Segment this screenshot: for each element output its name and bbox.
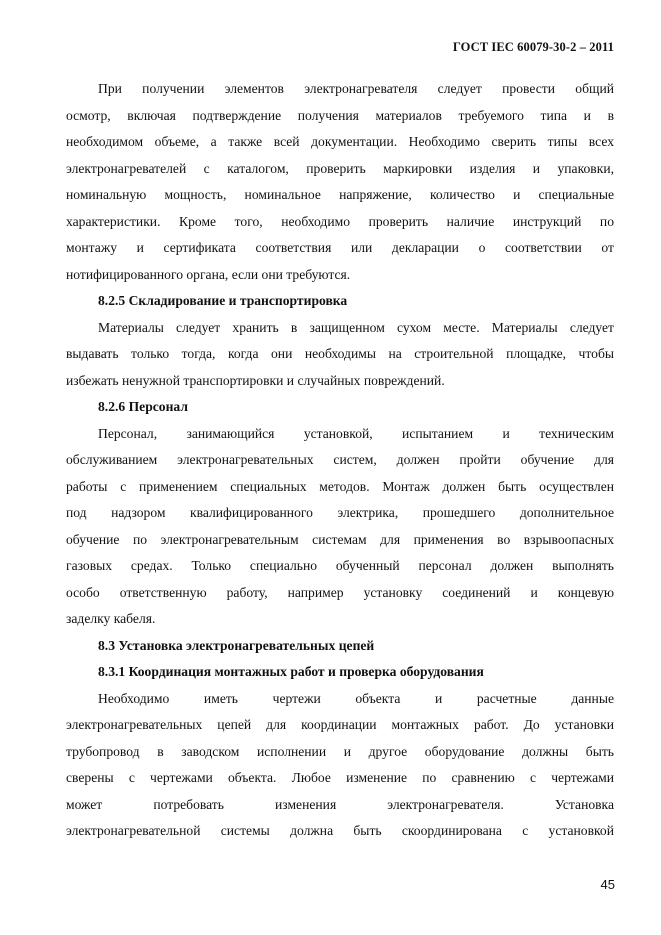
- text-line: трубопровод в заводском исполнении и другое оборудование должны быть: [66, 743, 614, 759]
- text-line: осмотр, включая подтверждение получения материалов требуемого типа и в: [66, 107, 614, 123]
- text-line: номинальную мощность, номинальное напряжение, количество и специальные: [66, 187, 614, 202]
- text-line: сверены с чертежами объекта. Любое изменение по сравнению с чертежами: [66, 770, 614, 785]
- text-line: обучение по электронагревательным системам для применения во взрывоопасных: [66, 531, 614, 547]
- section-heading: 8.2.5 Складирование и транспортировка: [98, 293, 348, 308]
- text-line: обслуживанием электронагревательных систем, должен пройти обучение для: [66, 452, 614, 467]
- text-line: выдавать только тогда, когда они необходимы на строительной площадке, чтобы: [66, 346, 614, 361]
- text-line: Материалы следует хранить в защищенном сухом месте. Материалы следует: [98, 319, 614, 335]
- text-line: избежать ненужной транспортировки и случайных повреждений.: [66, 372, 445, 388]
- text-line: монтажу и сертификата соответствия или декларации о соответствии от: [66, 240, 614, 255]
- text-line: под надзором квалифицированного электрика, прошедшего дополнительное: [66, 505, 614, 520]
- text-line: работы с применением специальных методов. Монтаж должен быть осуществлен: [66, 478, 614, 494]
- section-heading: 8.2.6 Персонал: [98, 399, 188, 414]
- text-line: При получении элементов электронагревателя следует провести общий: [98, 81, 614, 96]
- page-number: 45: [600, 877, 615, 892]
- text-line: газовых средах. Только специально обученный персонал должен выполнять: [66, 558, 614, 573]
- body-text: [66, 76, 614, 845]
- text-line: заделку кабеля.: [66, 611, 156, 626]
- standard-header: ГОСТ IEC 60079-30-2 – 2011: [452, 40, 614, 54]
- text-line: электронагревательных цепей для координации монтажных работ. До установки: [66, 717, 614, 732]
- text-line: Необходимо иметь чертежи объекта и расчетные данные: [98, 690, 614, 706]
- text-line: необходимом объеме, а также всей документации. Необходимо сверить типы всех: [66, 134, 614, 149]
- section-heading: 8.3.1 Координация монтажных работ и проверка оборудования: [98, 664, 484, 679]
- text-line: электронагревательной системы должна быть скоординирована с установкой: [66, 823, 614, 838]
- text-line: нотифицированного органа, если они требуются.: [66, 266, 351, 282]
- section-heading: 8.3 Установка электронагревательных цепей: [98, 637, 375, 653]
- text-line: особо ответственную работу, например установку соединений и концевую: [66, 584, 614, 600]
- text-line: может потребовать изменения электронагревателя. Установка: [66, 796, 614, 812]
- text-line: электронагревателей с каталогом, проверить маркировки изделия и упаковки,: [66, 160, 614, 176]
- text-line: характеристики. Кроме того, необходимо проверить наличие инструкций по: [66, 213, 614, 229]
- text-line: Персонал, занимающийся установкой, испытанием и техническим: [98, 425, 614, 441]
